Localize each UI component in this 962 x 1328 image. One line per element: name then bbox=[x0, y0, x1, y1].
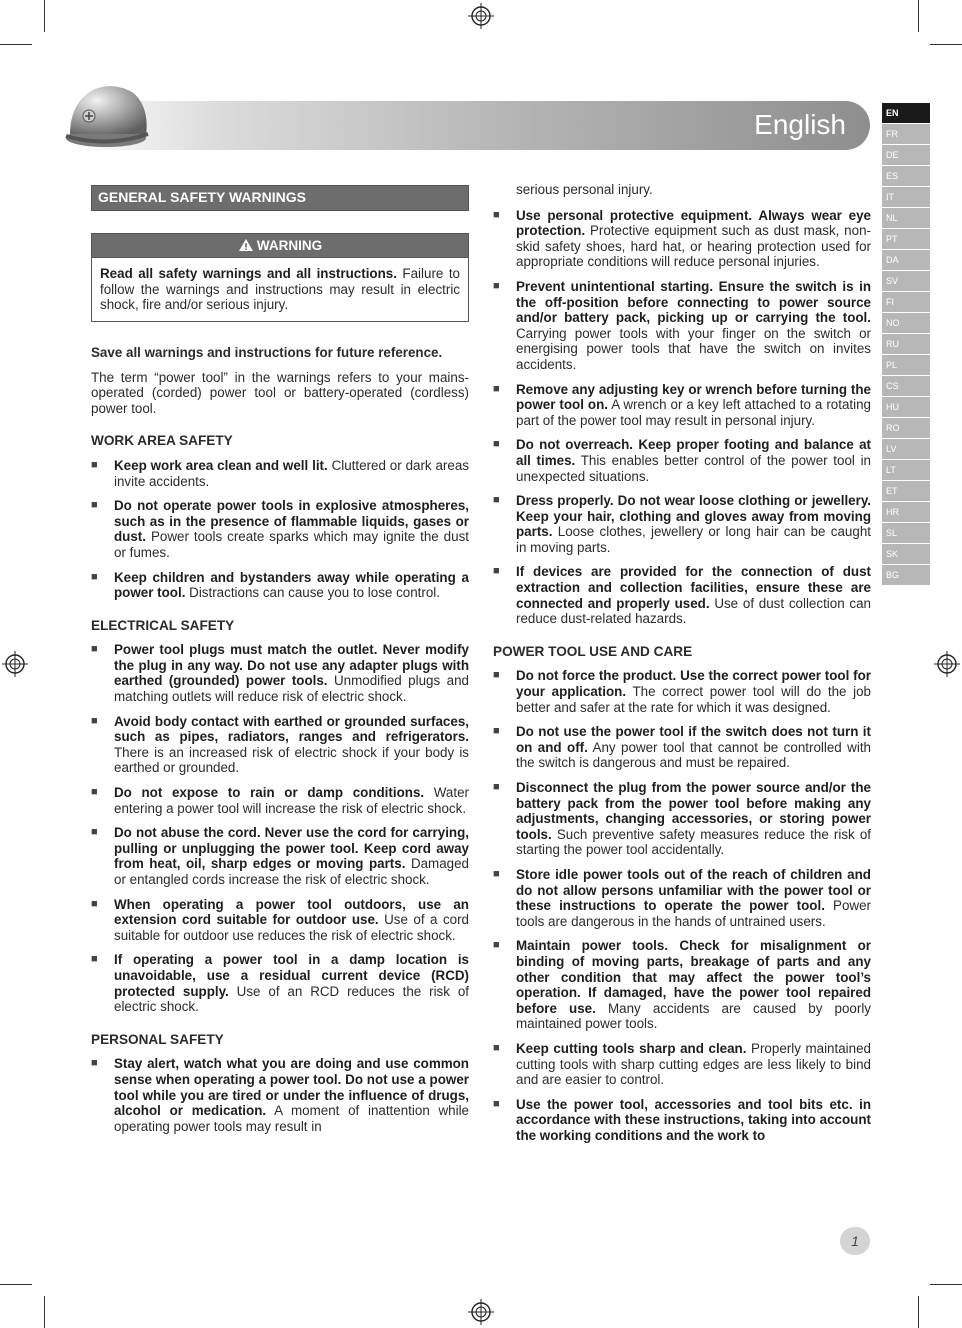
lang-tab-no[interactable]: NO bbox=[882, 313, 930, 333]
list-item bbox=[493, 493, 871, 555]
bullet-icon: ■ bbox=[493, 781, 500, 793]
item-bold: Do not use the power tool if the switch does not turn it on and off. bbox=[516, 724, 871, 755]
item-bold: If operating a power tool in a damp location is unavoidable, use a residual current device (RCD) protected supply. bbox=[114, 952, 469, 999]
item-text: Many accidents are caused by poorly maintained power tools. bbox=[516, 1000, 871, 1032]
item-text: Unmodified plugs and matching outlets will reduce risk of electric shock. bbox=[114, 673, 469, 705]
bullet-icon: ■ bbox=[91, 953, 98, 966]
item-bold: Do not operate power tools in explosive atmospheres, such as in the presence of flammable liquids, gases or dust. bbox=[114, 498, 469, 545]
lang-tab-pt[interactable]: PT bbox=[882, 229, 930, 249]
item-bold: Use the power tool, accessories and tool bits etc. in accordance with these instructions, taking into account the working conditions and the work to bbox=[516, 1096, 871, 1143]
work-area-heading: WORK AREA SAFETY bbox=[91, 433, 233, 449]
lang-tab-bg[interactable]: BG bbox=[882, 565, 930, 585]
hard-hat-icon bbox=[62, 74, 152, 152]
item-text: A moment of inattention while operating power tools may result in bbox=[114, 1103, 469, 1134]
bullet-icon: ■ bbox=[493, 669, 500, 682]
item-bold: Keep cutting tools sharp and clean. bbox=[516, 1040, 747, 1056]
bullet-icon: ■ bbox=[493, 382, 500, 395]
item-bold: Stay alert, watch what you are doing and use common sense when operating a power tool. Do not use a power tool while you are tired or under the influence of drugs, alcohol or medication. bbox=[114, 1056, 469, 1119]
list-item bbox=[493, 437, 871, 484]
left-column bbox=[91, 185, 469, 1143]
list-item bbox=[91, 570, 469, 601]
list-item bbox=[91, 642, 469, 704]
bullet-icon: ■ bbox=[91, 786, 98, 799]
work-area-list bbox=[91, 458, 469, 601]
crop-mark bbox=[44, 0, 45, 32]
bullet-icon: ■ bbox=[91, 570, 98, 583]
header-banner bbox=[70, 101, 870, 150]
personal-list-continued bbox=[493, 208, 871, 627]
bullet-icon: ■ bbox=[493, 725, 500, 738]
item-text: Distractions can cause you to lose control. bbox=[189, 585, 440, 601]
list-item bbox=[91, 825, 469, 887]
bullet-icon: ■ bbox=[493, 279, 500, 292]
tool-use-list bbox=[493, 668, 871, 1143]
list-item bbox=[493, 867, 871, 929]
item-bold: Prevent unintentional starting. Ensure the switch is in the off-position before connecting to power source and/or battery pack, picking up or carrying the tool. bbox=[516, 278, 871, 326]
warning-body bbox=[92, 258, 468, 321]
bullet-icon: ■ bbox=[493, 1097, 500, 1110]
list-item bbox=[91, 498, 469, 560]
lang-tab-ro[interactable]: RO bbox=[882, 418, 930, 438]
list-item bbox=[91, 714, 469, 776]
crop-mark bbox=[0, 1284, 32, 1285]
electrical-heading: ELECTRICAL SAFETY bbox=[91, 617, 235, 633]
item-bold: Power tool plugs must match the outlet. Never modify the plug in any way. Do not use any adapter plugs with earthed (grounded) power tools. bbox=[114, 642, 469, 689]
bullet-icon: ■ bbox=[91, 458, 98, 471]
list-item bbox=[91, 1056, 469, 1134]
bullet-icon: ■ bbox=[493, 494, 500, 507]
item-bold: Use personal protective equipment. Always wear eye protection. bbox=[516, 207, 871, 239]
lang-tab-lt[interactable]: LT bbox=[882, 460, 930, 480]
crop-mark bbox=[930, 44, 962, 45]
item-bold: Store idle power tools out of the reach of children and do not allow persons unfamiliar with the power tool or these instructions to operate the power tool. bbox=[516, 866, 871, 914]
item-text: Such preventive safety measures reduce the risk of starting the power tool accidentally. bbox=[516, 826, 871, 858]
lang-tab-lv[interactable]: LV bbox=[882, 439, 930, 459]
item-text: Protective equipment such as dust mask, non-skid safety shoes, hard hat, or hearing protection used for appropriate conditions will reduce personal injuries. bbox=[516, 223, 871, 270]
item-bold: Keep children and bystanders away while operating a power tool. bbox=[114, 569, 469, 601]
crop-mark bbox=[0, 44, 32, 45]
item-text: Carrying power tools with your finger on the switch or energising power tools that have the switch on invites accidents. bbox=[516, 325, 871, 372]
warning-label: WARNING bbox=[256, 237, 323, 253]
item-bold: Maintain power tools. Check for misalignment or binding of moving parts, breakage of parts and any other condition that may affect the power tool’s operation. If damaged, have the power tool repaired before use. bbox=[516, 938, 871, 1016]
crop-mark bbox=[918, 1296, 919, 1328]
bullet-icon: ■ bbox=[91, 714, 98, 727]
list-item bbox=[91, 458, 469, 489]
registration-mark-icon bbox=[934, 651, 960, 677]
item-text: Use of an RCD reduces the risk of electric shock. bbox=[114, 983, 469, 1015]
lang-tab-hu[interactable]: HU bbox=[882, 397, 930, 417]
lang-tab-fr[interactable]: FR bbox=[882, 124, 930, 144]
lang-tab-sv[interactable]: SV bbox=[882, 271, 930, 291]
list-item bbox=[493, 780, 871, 858]
list-item bbox=[493, 938, 871, 1032]
bullet-icon: ■ bbox=[493, 208, 500, 221]
lang-tab-nl[interactable]: NL bbox=[882, 208, 930, 228]
warning-text: Failure to follow the warnings and instructions may result in electric shock, fire and/or serious injury. bbox=[100, 266, 460, 313]
item-bold: Do not abuse the cord. Never use the cord for carrying, pulling or unplugging the power tool. Keep cord away from heat, oil, sharp edges or moving parts. bbox=[114, 825, 469, 872]
personal-list bbox=[91, 1056, 469, 1134]
lang-tab-et[interactable]: ET bbox=[882, 481, 930, 501]
item-text: Properly maintained cutting tools with sharp cutting edges are less likely to bind and are easier to control. bbox=[516, 1040, 871, 1088]
save-note: Save all warnings and instructions for future reference. bbox=[91, 344, 443, 360]
lang-tab-fi[interactable]: FI bbox=[882, 292, 930, 312]
list-item bbox=[493, 1041, 871, 1088]
lang-tab-de[interactable]: DE bbox=[882, 145, 930, 165]
electrical-list bbox=[91, 642, 469, 1014]
intro-text: The term “power tool” in the warnings refers to your mains-operated (corded) power tool or battery-operated (cordless) power tool. bbox=[91, 369, 469, 416]
bullet-icon: ■ bbox=[493, 565, 500, 578]
bullet-icon: ■ bbox=[91, 897, 98, 910]
item-bold: Remove any adjusting key or wrench before turning the power tool on. bbox=[516, 381, 871, 413]
bullet-icon: ■ bbox=[91, 826, 98, 839]
right-column bbox=[493, 182, 871, 1152]
section-title: GENERAL SAFETY WARNINGS bbox=[91, 185, 469, 211]
lang-tab-es[interactable]: ES bbox=[882, 166, 930, 186]
list-item bbox=[91, 785, 469, 816]
bullet-icon: ■ bbox=[493, 939, 500, 952]
bullet-icon: ■ bbox=[91, 1057, 98, 1070]
bullet-icon: ■ bbox=[91, 643, 98, 656]
crop-mark bbox=[44, 1296, 45, 1328]
list-item bbox=[91, 952, 469, 1014]
warning-bold: Read all safety warnings and all instructions. bbox=[100, 266, 397, 282]
item-bold: Dress properly. Do not wear loose clothing or jewellery. Keep your hair, clothing and gloves away from moving parts. bbox=[516, 493, 871, 540]
tool-use-heading: POWER TOOL USE AND CARE bbox=[493, 643, 693, 659]
item-text: Power tools create sparks which may ignite the dust or fumes. bbox=[114, 529, 469, 560]
lang-tab-cs[interactable]: CS bbox=[882, 376, 930, 396]
warning-box bbox=[91, 233, 469, 322]
page-number: 1 bbox=[840, 1227, 870, 1255]
item-bold: Do not expose to rain or damp conditions. bbox=[114, 785, 425, 801]
item-bold: When operating a power tool outdoors, use an extension cord suitable for outdoor use. bbox=[114, 896, 469, 928]
lang-tab-sk[interactable]: SK bbox=[882, 544, 930, 564]
bullet-icon: ■ bbox=[493, 438, 500, 451]
item-bold: Do not force the product. Use the correct power tool for your application. bbox=[516, 668, 871, 700]
lang-tab-ru[interactable]: RU bbox=[882, 334, 930, 354]
lang-tab-en[interactable]: EN bbox=[882, 103, 930, 123]
item-bold: Keep work area clean and well lit. bbox=[114, 457, 328, 473]
item-text: Use of dust collection can reduce dust-related hazards. bbox=[516, 595, 871, 627]
list-item bbox=[493, 564, 871, 626]
list-item bbox=[493, 724, 871, 771]
personal-heading: PERSONAL SAFETY bbox=[91, 1031, 224, 1047]
page-title: English bbox=[754, 109, 846, 140]
item-bold: If devices are provided for the connection of dust extraction and collection facilities, ensure these are connected and properly used. bbox=[516, 564, 871, 611]
item-text: Use of a cord suitable for outdoor use reduces the risk of electric shock. bbox=[114, 912, 469, 943]
language-tabs bbox=[882, 103, 930, 586]
item-text: Cluttered or dark areas invite accidents. bbox=[114, 457, 469, 489]
crop-mark bbox=[930, 1284, 962, 1285]
list-item bbox=[493, 279, 871, 373]
item-text: Water entering a power tool will increase the risk of electric shock. bbox=[114, 785, 469, 816]
lang-tab-pl[interactable]: PL bbox=[882, 355, 930, 375]
registration-mark-icon bbox=[468, 1299, 494, 1325]
crop-mark bbox=[918, 0, 919, 32]
item-text: Power tools are dangerous in the hands of untrained users. bbox=[516, 898, 871, 929]
bullet-icon: ■ bbox=[91, 499, 98, 512]
list-item bbox=[493, 668, 871, 715]
warning-header bbox=[92, 234, 468, 259]
item-text: Loose clothes, jewellery or long hair can be caught in moving parts. bbox=[516, 524, 871, 555]
warning-triangle-icon bbox=[238, 238, 254, 252]
continuation-text: serious personal injury. bbox=[516, 182, 653, 197]
list-item bbox=[493, 208, 871, 270]
list-item bbox=[91, 897, 469, 944]
bullet-icon: ■ bbox=[493, 1041, 500, 1054]
list-item bbox=[493, 1097, 871, 1144]
item-bold: Avoid body contact with earthed or grounded surfaces, such as pipes, radiators, ranges and refrigerators. bbox=[114, 713, 469, 745]
lang-tab-hr[interactable]: HR bbox=[882, 502, 930, 522]
registration-mark-icon bbox=[468, 3, 494, 29]
item-text: This enables better control of the power tool in unexpected situations. bbox=[516, 452, 871, 484]
item-text: The correct power tool will do the job better and safer at the rate for which it was designed. bbox=[516, 684, 871, 715]
item-bold: Do not overreach. Keep proper footing and balance at all times. bbox=[516, 437, 871, 468]
registration-mark-icon bbox=[2, 651, 28, 677]
lang-tab-da[interactable]: DA bbox=[882, 250, 930, 270]
item-text: Any power tool that cannot be controlled with the switch is dangerous and must be repaired. bbox=[516, 739, 871, 771]
item-text: There is an increased risk of electric shock if your body is earthed or grounded. bbox=[114, 744, 469, 776]
item-text: Damaged or entangled cords increase the risk of electric shock. bbox=[114, 856, 469, 887]
bullet-icon: ■ bbox=[493, 867, 500, 880]
lang-tab-sl[interactable]: SL bbox=[882, 523, 930, 543]
list-item bbox=[493, 382, 871, 429]
item-text: A wrench or a key left attached to a rotating part of the power tool may result in personal injury. bbox=[516, 397, 871, 428]
item-bold: Disconnect the plug from the power source and/or the battery pack from the power tool before making any adjustments, changing accessories, or storing power tools. bbox=[516, 780, 871, 842]
lang-tab-it[interactable]: IT bbox=[882, 187, 930, 207]
